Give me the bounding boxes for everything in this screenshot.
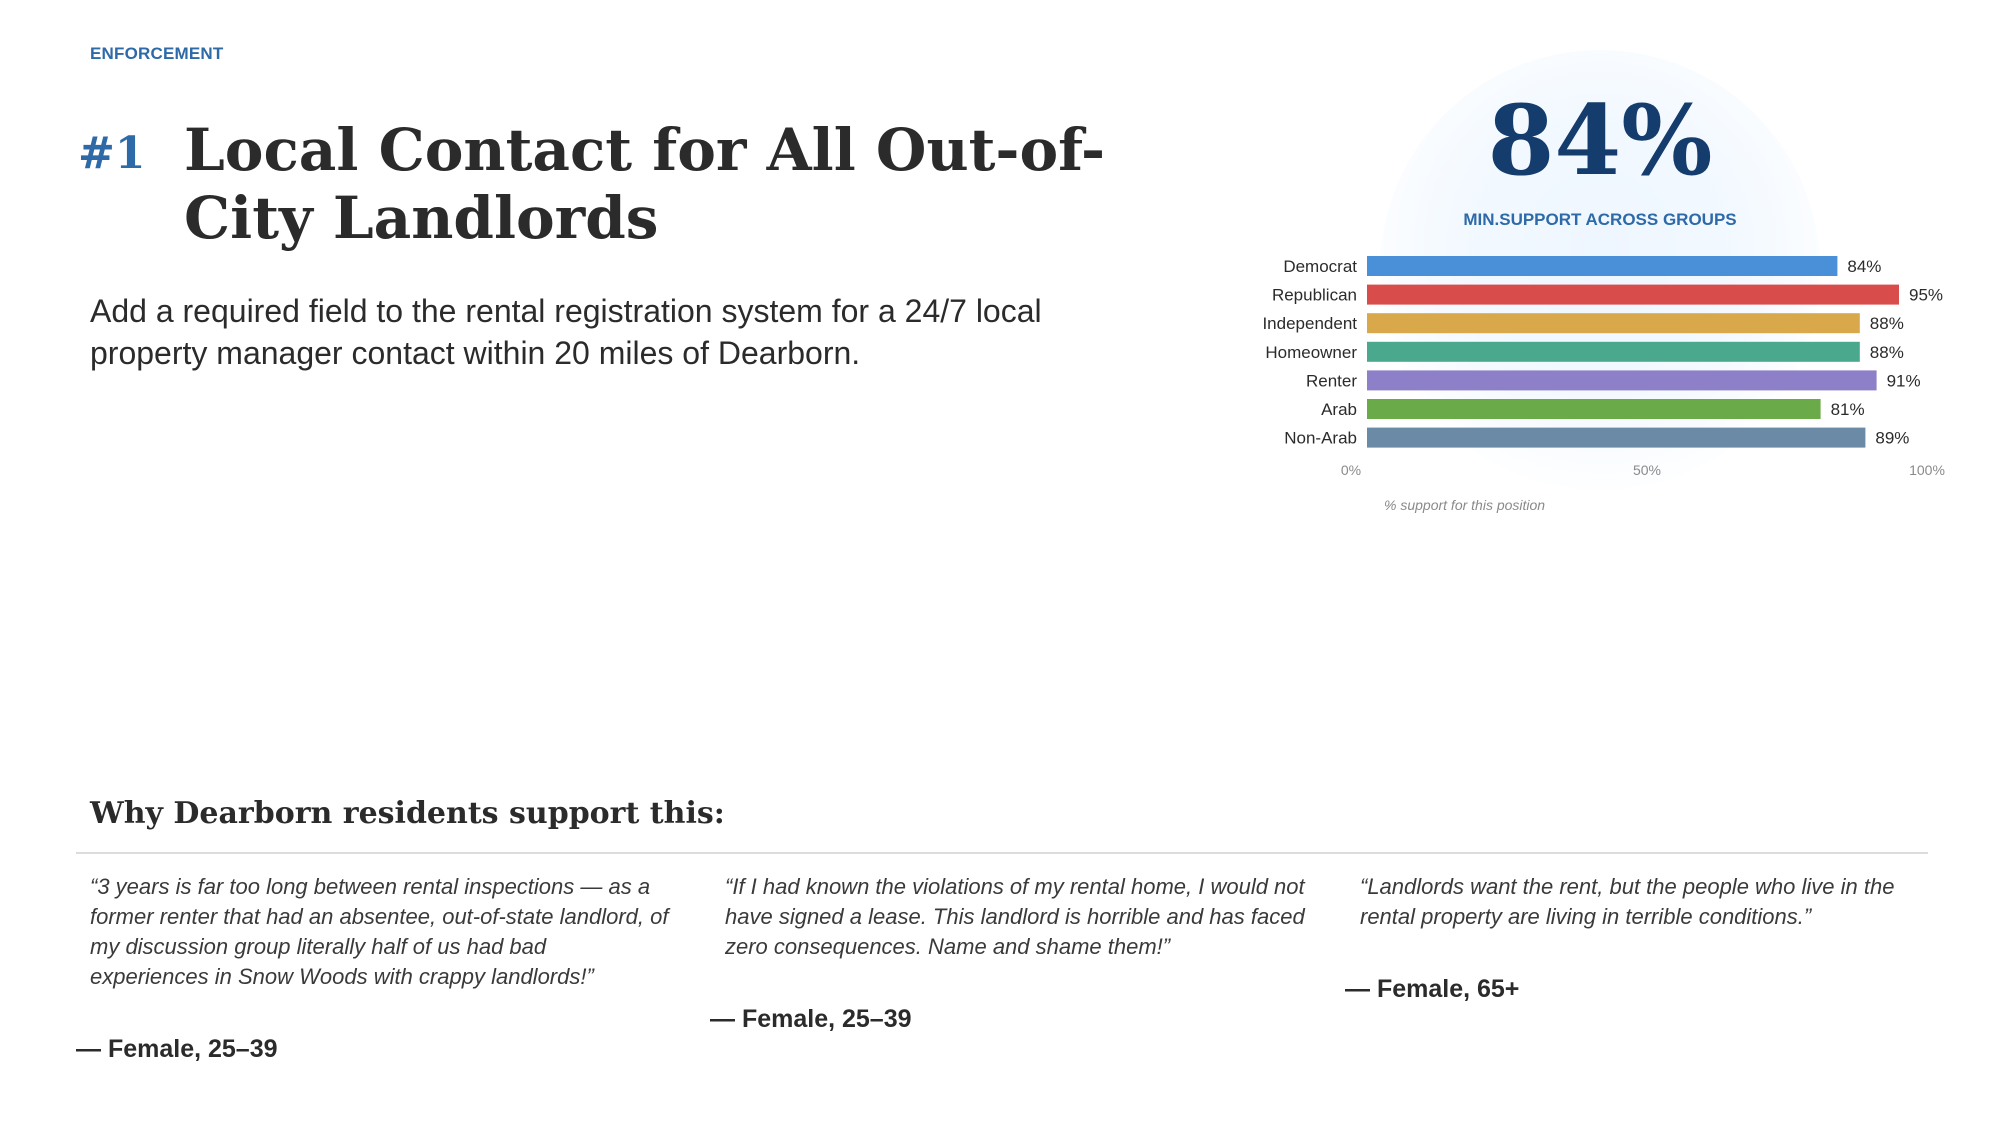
bar-category-label: Non-Arab	[1284, 428, 1357, 448]
bar-democrat	[1367, 256, 1837, 276]
x-tick-label: 100%	[1909, 462, 1945, 478]
page-title: Local Contact for All Out-of-City Landlords	[184, 116, 1106, 252]
bar-category-label: Renter	[1305, 371, 1357, 391]
quote-text-3: “Landlords want the rent, but the people who live in the rental property are living in terrible conditions.”	[1360, 874, 1895, 929]
quote-text-2: “If I had known the violations of my rental home, I would not have signed a lease. This landlord is horrible and has faced zero consequences. Name and shame them!”	[725, 874, 1305, 959]
bar-value-label: 81%	[1830, 400, 1865, 419]
bar-independent	[1367, 313, 1860, 333]
bar-value-label: 88%	[1869, 342, 1904, 362]
bar-category-label: Arab	[1321, 400, 1357, 419]
bar-republican	[1367, 285, 1899, 305]
bar-category-label: Republican	[1271, 285, 1357, 305]
chart-x-axis-label: % support for this position	[1384, 497, 1546, 513]
bar-category-label: Independent	[1262, 314, 1357, 334]
min-support-value: 84%	[1487, 84, 1713, 197]
min-support-caption: MIN.SUPPORT ACROSS GROUPS	[1463, 210, 1737, 229]
quote-author-2: — Female, 25–39	[710, 1005, 912, 1033]
bar-value-label: 88%	[1869, 314, 1904, 334]
bar-category-label: Democrat	[1283, 257, 1357, 276]
policy-description: Add a required field to the rental registration system for a 24/7 local property manager contact within 20 miles of Dearborn.	[90, 293, 1042, 371]
quote-author-3: — Female, 65+	[1345, 975, 1520, 1003]
x-tick-label: 50%	[1632, 462, 1662, 478]
bar-value-label: 84%	[1847, 257, 1882, 276]
section-divider	[76, 852, 1928, 854]
bar-arab	[1367, 399, 1821, 419]
quote-author-1: — Female, 25–39	[76, 1035, 278, 1063]
x-tick-label: 0%	[1340, 462, 1362, 478]
bar-non-arab	[1367, 428, 1865, 448]
bar-value-label: 89%	[1875, 428, 1910, 448]
support-bar-chart	[0, 0, 2000, 520]
bar-value-label: 91%	[1886, 371, 1921, 391]
bar-value-label: 95%	[1909, 285, 1944, 305]
quotes-heading: Why Dearborn residents support this:	[90, 796, 725, 831]
rank-number: #1	[78, 128, 146, 179]
bar-renter	[1367, 370, 1877, 390]
bar-homeowner	[1367, 342, 1860, 362]
bar-category-label: Homeowner	[1265, 342, 1357, 362]
section-tag: ENFORCEMENT	[90, 44, 224, 63]
quote-text-1: “3 years is far too long between rental inspections — as a former renter that had an absentee, out-of-state landlord, of my discussion group literally half of us had bad experiences in Snow Woods with crappy landlords!”	[90, 874, 669, 989]
